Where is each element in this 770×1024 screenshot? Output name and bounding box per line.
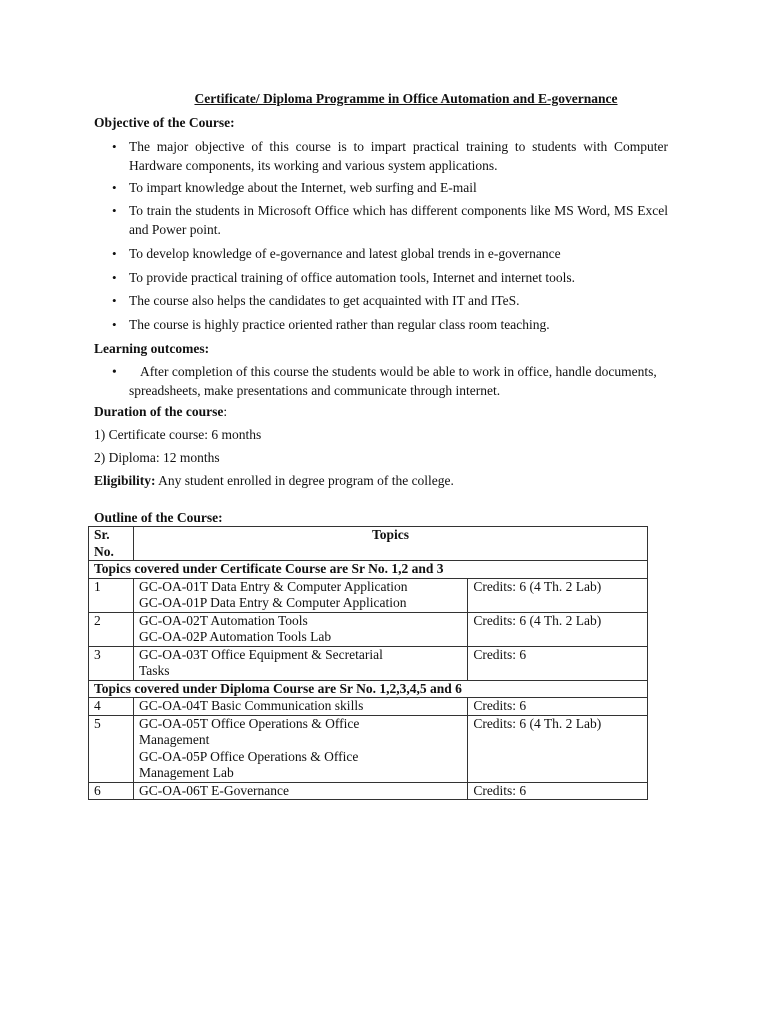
duration-certificate: 1) Certificate course: 6 months: [94, 427, 262, 442]
row-credits: Credits: 6: [468, 646, 648, 680]
duration-heading: [94, 403, 227, 420]
duration-colon: :: [223, 404, 228, 419]
objective-item: • The course is highly practice oriented rather than regular class room teaching.: [112, 317, 550, 332]
certificate-section-label: Topics covered under Certificate Course are Sr No. 1,2 and 3: [89, 561, 648, 579]
header-topics: Topics: [133, 527, 647, 561]
outline-table: [88, 526, 648, 800]
row-topics: [133, 612, 467, 646]
row-sr: 2: [89, 612, 134, 646]
row-topics: [133, 646, 467, 680]
row-topics: [133, 578, 467, 612]
row-sr: 3: [89, 646, 134, 680]
topic-line: GC-OA-02T Automation Tools: [138, 612, 308, 628]
row-credits: Credits: 6: [468, 782, 648, 800]
topic-line: GC-OA-04T Basic Communication skills: [138, 698, 364, 713]
duration-diploma: 2) Diploma: 12 months: [94, 450, 220, 465]
objective-item: • To train the students in Microsoft Office which has different components like MS Word, MS Excel and Power point.: [112, 203, 668, 237]
row-sr: 4: [89, 698, 134, 716]
row-sr: 5: [89, 715, 134, 782]
row-sr: 6: [89, 782, 134, 800]
topic-line: GC-OA-01T Data Entry & Computer Application: [138, 578, 408, 594]
row-credits: Credits: 6 (4 Th. 2 Lab): [468, 578, 648, 612]
topic-line: GC-OA-05P Office Operations & Office: [138, 748, 359, 764]
table-row: [89, 612, 648, 646]
outline-heading: Outline of the Course:: [94, 510, 223, 525]
topic-line: GC-OA-03T Office Equipment & Secretarial: [138, 646, 383, 662]
topic-line: GC-OA-06T E-Governance: [138, 782, 290, 798]
table-row: [89, 782, 648, 800]
table-row: [89, 578, 648, 612]
table-row: [89, 715, 648, 782]
table-section-row: [89, 680, 648, 698]
objective-item-text: The major objective of this course is to impart practical training to students with Computer Hardware components, its working and various system applications.: [129, 139, 668, 173]
objective-item-text: To train the students in Microsoft Office which has different components like MS Word, MS Excel and Power point.: [129, 203, 668, 237]
row-credits: Credits: 6 (4 Th. 2 Lab): [468, 715, 648, 782]
objective-item-text: To provide practical training of office automation tools, Internet and internet tools.: [129, 270, 576, 285]
eligibility: [94, 472, 454, 489]
objective-item: • To develop knowledge of e-governance and latest global trends in e-governance: [112, 246, 561, 261]
objective-item-text: To develop knowledge of e-governance and latest global trends in e-governance: [129, 246, 561, 261]
header-sr: Sr. No.: [89, 527, 134, 561]
row-credits: Credits: 6 (4 Th. 2 Lab): [468, 612, 648, 646]
learning-item-text: After completion of this course the students would be able to work in office, handle documents, spreadsheets, make presentations and communicate through internet.: [129, 364, 657, 398]
table-section-row: [89, 561, 648, 579]
page-title: Certificate/ Diploma Programme in Office Automation and E-governance: [194, 91, 618, 106]
learning-item: • After completion of this course the students would be able to work in office, handle documents, spreadsheets, make presentations and communicate through internet.: [129, 362, 668, 400]
objective-item: • To provide practical training of office automation tools, Internet and internet tools.: [112, 270, 576, 285]
topic-line: GC-OA-01P Data Entry & Computer Application: [138, 595, 407, 610]
learning-heading: Learning outcomes:: [94, 341, 210, 356]
table-row: [89, 646, 648, 680]
objective-item: • The course also helps the candidates to get acquainted with IT and ITeS.: [112, 293, 520, 308]
objective-item: • To impart knowledge about the Internet, web surfing and E-mail: [112, 180, 477, 195]
diploma-section-label: Topics covered under Diploma Course are Sr No. 1,2,3,4,5 and 6: [89, 680, 648, 698]
row-credits: Credits: 6: [468, 698, 648, 716]
row-topics: [133, 715, 467, 782]
topic-line: Management Lab: [138, 765, 234, 780]
objective-item-text: To impart knowledge about the Internet, web surfing and E-mail: [129, 180, 477, 195]
table-row: [89, 698, 648, 716]
topic-line: Management: [138, 732, 210, 747]
table-header-row: [89, 527, 648, 561]
objective-item-text: The course also helps the candidates to get acquainted with IT and ITeS.: [129, 293, 520, 308]
objective-item-text: The course is highly practice oriented rather than regular class room teaching.: [129, 317, 550, 332]
eligibility-label: Eligibility:: [94, 473, 156, 488]
topic-line: Tasks: [138, 663, 170, 678]
objective-heading: Objective of the Course:: [94, 115, 235, 130]
eligibility-text: Any student enrolled in degree program of the college.: [155, 473, 454, 488]
topic-line: GC-OA-05T Office Operations & Office: [138, 715, 360, 731]
row-topics: [133, 782, 467, 800]
row-sr: 1: [89, 578, 134, 612]
objective-item: • The major objective of this course is to impart practical training to students with Computer Hardware components, its working and various system applications.: [112, 139, 668, 173]
duration-heading-text: Duration of the course: [94, 404, 224, 419]
topic-line: GC-OA-02P Automation Tools Lab: [138, 629, 332, 644]
row-topics: [133, 698, 467, 716]
